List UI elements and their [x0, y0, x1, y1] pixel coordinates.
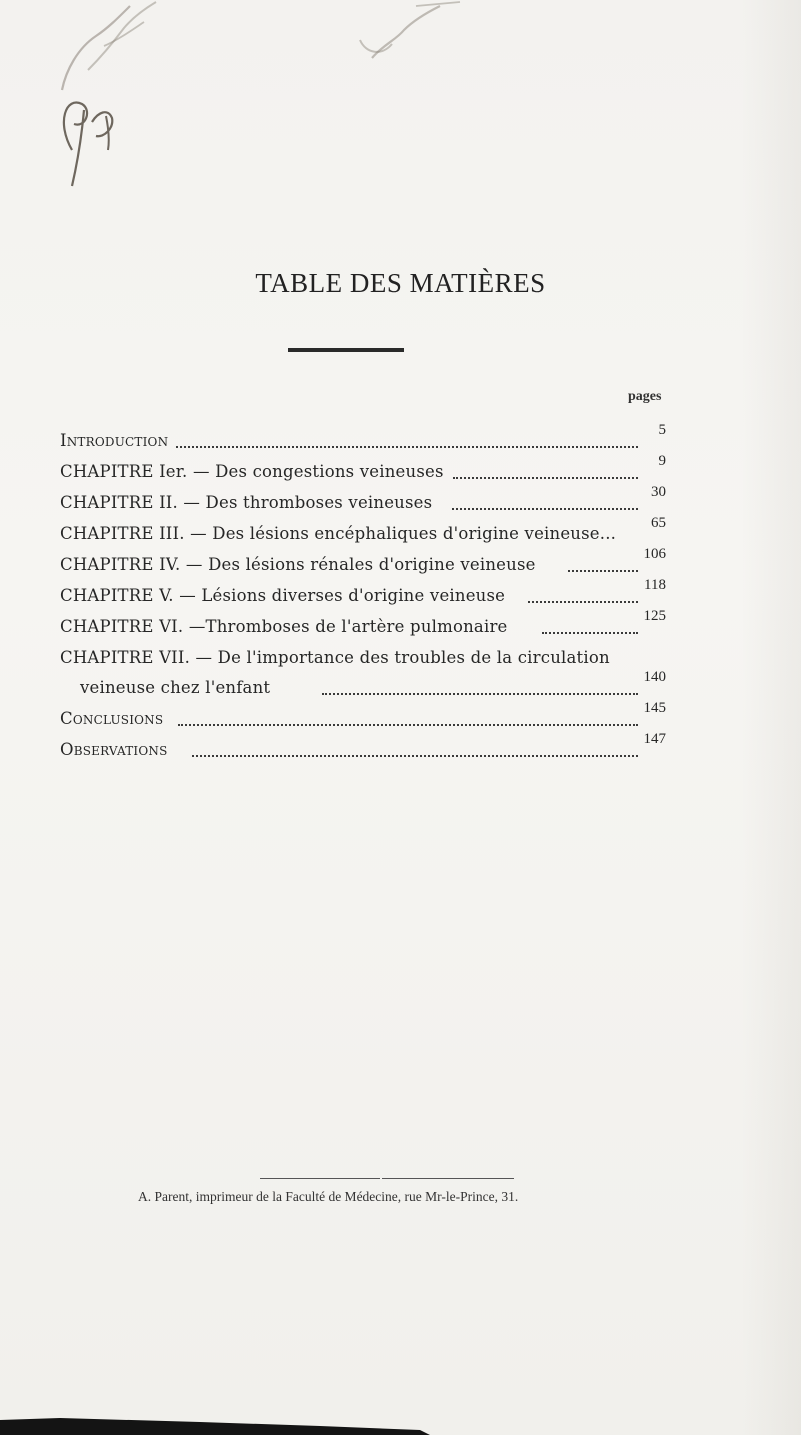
handwritten-annotation — [0, 0, 801, 220]
toc-title: — Des lésions encéphaliques d'origine veineuse... — [190, 524, 617, 543]
toc-entry-chapitre-7-continuation — [60, 668, 666, 698]
toc-chapter: CHAPITRE VI. — [60, 617, 184, 636]
toc-title: — Des thromboses veineuses — [183, 493, 433, 512]
toc-chapter: CHAPITRE VII. — [60, 648, 191, 667]
toc-page: 125 — [643, 608, 666, 624]
toc-entry-chapitre-7 — [60, 638, 660, 668]
printer-imprint: A. Parent, imprimeur de la Faculté de Médecine, rue Mr-le-Prince, 31. — [138, 1189, 519, 1204]
toc-chapter: Observations — [60, 740, 168, 759]
toc-entry-chapitre-5 — [60, 576, 666, 606]
toc-entry-introduction — [60, 421, 666, 451]
page-edge-shading — [741, 0, 801, 1435]
toc-entry-chapitre-3 — [60, 514, 666, 544]
page-bottom-edge — [0, 1412, 801, 1435]
toc-page: 147 — [643, 731, 666, 747]
toc-entry-chapitre-6 — [60, 607, 666, 637]
page-title: TABLE DES MATIÈRES — [255, 268, 546, 298]
toc-title: — Des lésions rénales d'origine veineuse — [185, 555, 536, 574]
toc-chapter: CHAPITRE V. — [60, 586, 174, 605]
toc-page: 5 — [658, 422, 666, 438]
toc-chapter: CHAPITRE IV. — [60, 555, 181, 574]
toc-page: 140 — [643, 669, 666, 685]
toc-page: 145 — [643, 700, 666, 716]
toc-chapter: Conclusions — [60, 709, 164, 728]
toc-chapter: CHAPITRE II. — [60, 493, 178, 512]
toc-page: 106 — [643, 546, 666, 562]
footer-divider-right — [382, 1178, 514, 1179]
toc-title: —Thromboses de l'artère pulmonaire — [188, 617, 508, 636]
toc-chapter: CHAPITRE Ier. — [60, 462, 188, 481]
toc-chapter: Introduction — [60, 431, 169, 450]
toc-entry-observations — [60, 730, 666, 760]
toc-title: — De l'importance des troubles de la circulation — [195, 648, 610, 667]
pages-column-label: pages — [628, 389, 662, 404]
toc-chapter: CHAPITRE III. — [60, 524, 185, 543]
toc-page: 30 — [651, 484, 666, 500]
toc-title-continuation: veineuse chez l'enfant — [80, 678, 271, 697]
title-divider — [288, 348, 404, 352]
toc-page: 118 — [644, 577, 666, 593]
toc-entry-chapitre-2 — [60, 483, 666, 513]
toc-entry-chapitre-4 — [60, 545, 666, 575]
toc-title: — Des congestions veineuses — [192, 462, 444, 481]
toc-entry-chapitre-1 — [60, 452, 666, 482]
toc-page: 9 — [658, 453, 666, 469]
toc-entry-conclusions — [60, 699, 666, 729]
footer-divider-left — [260, 1178, 380, 1179]
toc-title: — Lésions diverses d'origine veineuse — [179, 586, 506, 605]
toc-page: 65 — [651, 515, 666, 531]
